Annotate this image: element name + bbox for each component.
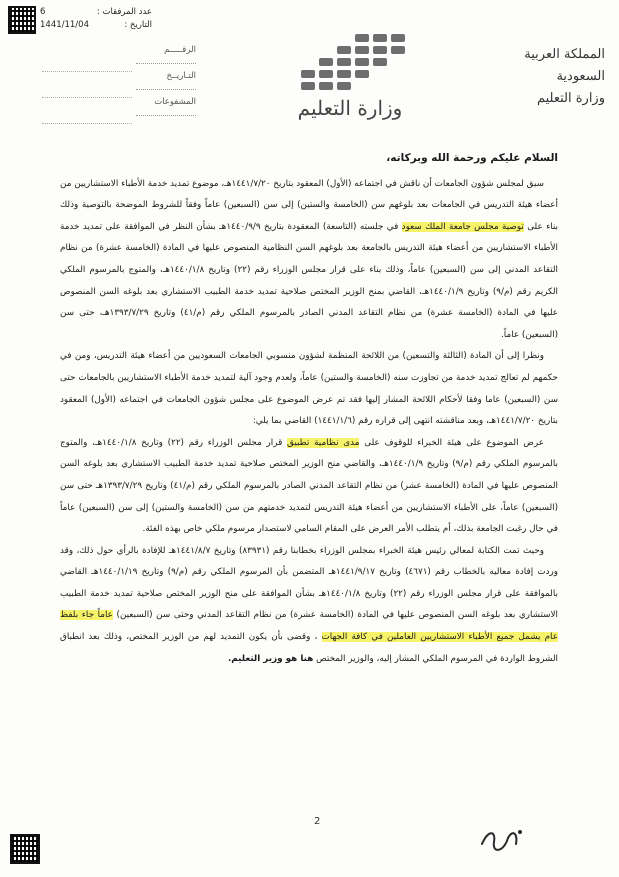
ministry-name: وزارة التعليم — [536, 91, 605, 106]
paragraph-3 — [60, 433, 558, 541]
field-attachments-label: المشفوعات — [136, 90, 196, 116]
minister-of-education: هنا هو وزير التعليم. — [227, 653, 314, 664]
paragraph-4-text-a: وحيث تمت الكتابة لمعالي رئيس هيئة الخبراء بمجلس الوزراء بخطابنا رقم (٨٣٩٣١) وتاريخ ١٤٤١/٨/٧هـ للإفادة بالرأي حول ذلك، وقد وردت إفادة معاليه بالخطاب رقم (٤٦٧١) وتاريخ ١٤٤١/٩/١٧هـ المتضمن بأن المرسوم الملكي رقم (م/٩) وتاريخ ١٤٤٠/١/١٩هـ القاضي بالموافقة على قرار مجلس الوزراء رقم (٢٢) وتاريخ ١٤٤٠/١/٨هـ بشأن الموافقة على منح الوزير المختص صلاحية تمديد خدمة الطبيب الاستشاري بعد بلوغه السن المنصوص عليها في المادة (الخامسة عشرة) من نظام التقاعد المدني وحتى سن (السبعين) — [60, 545, 559, 621]
paragraph-1 — [60, 174, 558, 347]
page-number: 2 — [314, 816, 321, 827]
reference-line — [42, 46, 132, 72]
highlight-university-council: توصية مجلس جامعة الملك سعود — [401, 221, 524, 232]
reference-line — [42, 98, 132, 124]
field-date-label: التـاريــخ — [136, 64, 196, 90]
paragraph-1-text-a: سبق لمجلس شؤون الجامعات أن ناقش في اجتماعه (الأول) المعقود بتاريخ ١٤٤١/٧/٢٠هـ، موضوع تمديد خدمة الأطباء الاستشاريين من أعضاء هيئة التدريس في الجامعات بعد بلوغهم سن (الخامسة والستين) إلى سن (السبعين) عاماً وفقاً للشروط الموضحة بالتوصية وذلك بناء على — [60, 178, 558, 232]
qr-code-icon — [8, 6, 36, 34]
highlight-application-legality: مدى نظامية تطبيق — [287, 437, 360, 448]
letter-body — [60, 148, 558, 670]
qr-code-icon — [10, 834, 40, 864]
reference-fields — [136, 38, 196, 116]
paragraph-1-text-b: في جلسته (التاسعة) المعقودة بتاريخ ١٤٤٠/٩/٩هـ بشأن النظر في الموافقة على تمديد خدمة الأطباء الاستشاريين من أعضاء هيئة التدريس بالجامعة بعد بلوغهم السن النظامية المنصوص عليها في المادة (الخامسة عشرة) من نظام التقاعد المدني إلى سن (السبعين) عاماً، وذلك بناء على قرار مجلس الوزراء رقم (٢٢) وتاريخ ١٤٤٠/١/٨هـ، والمتوج بالمرسوم الملكي الكريم رقم (م/٩) وتاريخ ١٤٤٠/١/٩هـ، القاضي بمنح الوزير المختص صلاحية تمديد خدمة الطبيب الاستشاري بعد بلوغه السن المنصوص عليها في المادة (الخامسة عشرة) من نظام التقاعد المدني الصادر بالمرسوم الملكي رقم (م/٤١) وتاريخ ١٣٩٣/٧/٢٩هـ، حتى سن (السبعين) عاماً. — [60, 221, 559, 340]
paragraph-2: ونظرا إلى أن المادة (الثالثة والتسعين) من اللائحة المنظمة لشؤون منسوبي الجامعات السعوديين من أعضاء هيئة التدريس، ومن في حكمهم لم تعالج تمديد خدمة من تجاوزت سنه (الخامسة والستين) عاماً، ولعدم وجود آلية لتمديد خدمة الأطباء الاستشاريين بالجامعات حتى سن (السبعين) عاما وفقا لأحكام اللائحة المشار إليها فقد تم عرض الموضوع على مجلس شؤون الجامعات في اجتماعه (الأول) المعقود بتاريخ ١٤٤١/٧/٢٠هـ، وبعد مناقشته انتهى إلى قراره رقم (١٤٤١/١/٦) القاضي بما يلي: — [60, 351, 558, 427]
reference-lines — [42, 46, 132, 124]
attachments-value: 6 — [40, 7, 46, 17]
kingdom-name: المملكة العربية السعودية — [524, 47, 605, 84]
letterhead-right — [485, 44, 605, 110]
signature-icon — [478, 822, 526, 858]
reference-line — [42, 72, 132, 98]
date-row — [40, 19, 152, 32]
field-number-label: الرقـــــم — [136, 38, 196, 64]
date-label: التاريخ : — [124, 20, 152, 30]
attachments-label: عدد المرفقات : — [96, 7, 152, 17]
paragraph-3-text-a: عرض الموضوع على هيئة الخبراء للوقوف على — [364, 437, 545, 448]
paragraph-3-text-b: قرار مجلس الوزراء رقم (٢٢) وتاريخ ١٤٤٠/١/٨هـ، والمتوج بالمرسوم الملكي رقم (م/٩) وتاريخ ١٤٤٠/١/٩هـ، والقاضي منح الوزير المختص صلاحية تمديد خدمة الطبيب الاستشاري بعد بلوغه السن المنصوص عليها في المادة (الخامسة عشر) من نظام التقاعد المدني الصادر بالمرسوم الملكي رقم (م/٤١) وتاريخ ١٣٩٣/٧/٢٩هـ حتى سن (السبعين) عاماً، على الأطباء الاستشاريين من أعضاء هيئة التدريس لتمديد خدمتهم من سن (الخامسة والستين) إلى سن (السبعين) عاماً في حال رغبت الجامعة بذلك، أم يتطلب الأمر العرض على المقام السامي لاستصدار مرسوم ملكي خاص بهذه الفئة. — [60, 437, 558, 535]
highlight-general-wording: عاماً جاء بلفظ عام يشمل جميع الأطباء الاستشاريين العاملين في كافة الجهات — [60, 610, 558, 643]
greeting: السلام عليكم ورحمة الله وبركاته، — [386, 152, 558, 164]
letter-meta — [40, 6, 152, 32]
paragraph-4 — [60, 541, 558, 671]
logo-wordmark: وزارة التعليم — [297, 96, 403, 120]
date-value: 1441/11/04 — [40, 20, 89, 30]
attachments-row — [40, 6, 152, 19]
paragraph-4-text-b: ، وقضى بأن يكون التمديد لهم من الوزير المختص، وذلك بعد انطباق الشروط الواردة في المرسوم الملكي المشار إليه، والوزير المختص — [60, 632, 558, 664]
